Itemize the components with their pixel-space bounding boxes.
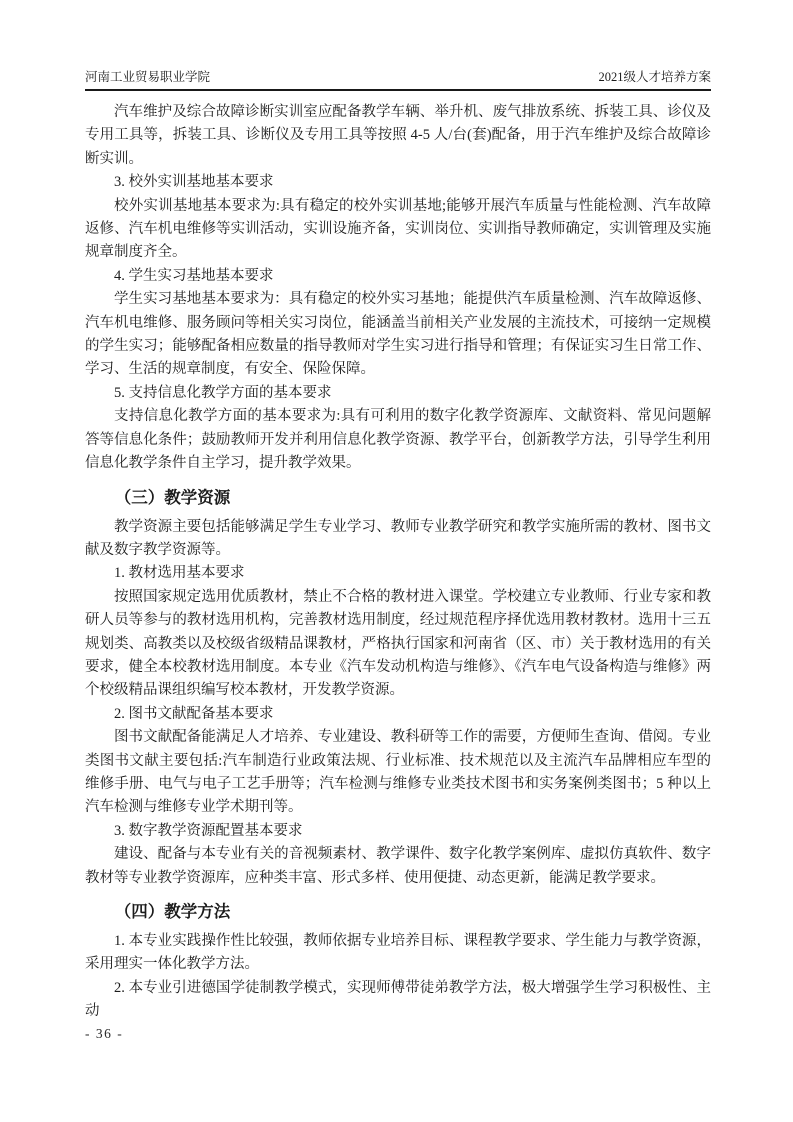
paragraph-teaching-method-2: 2. 本专业引进德国学徒制教学模式，实现师傅带徒弟教学方法，极大增强学生学习积极性、主动 bbox=[85, 979, 711, 1020]
document-body bbox=[85, 101, 711, 1024]
paragraph-library-literature: 图书文献配备能满足人才培养、专业建设、教科研等工作的需要，方便师生查询、借阅。专业类图书文献主要包括:汽车制造行业政策法规、行业标准、技术规范以及主流汽车品牌相应车型的维修手册、电气与电子工艺手册等；汽车检测与维修专业类技术图书和实务案例类图书；5 种以上汽车检测与维修专业学术期刊等。 bbox=[85, 729, 711, 816]
header-plan-title: 2021级人才培养方案 bbox=[598, 70, 711, 84]
paragraph-teaching-resources-intro: 教学资源主要包括能够满足学生专业学习、教师专业教学研究和教学实施所需的教材、图书文献及数字教学资源等。 bbox=[85, 518, 711, 558]
paragraph-off-campus-training-base: 校外实训基地基本要求为:具有稳定的校外实训基地;能够开展汽车质量与性能检测、汽车故障返修、汽车机电维修等实训活动，实训设施齐备，实训岗位、实训指导教师确定，实训管理及实施规章制度齐全。 bbox=[85, 197, 711, 261]
paragraph-student-internship-base: 学生实习基地基本要求为：具有稳定的校外实习基地；能提供汽车质量检测、汽车故障返修、汽车机电维修、服务顾问等相关实习岗位，能涵盖当前相关产业发展的主流技术，可接纳一定规模的学生实习；能够配备相应数量的指导教师对学生实习进行指导和管理；有保证实习生日常工作、学习、生活的规章制度，有安全、保险保障。 bbox=[85, 291, 711, 378]
numbered-item-library-literature: 2. 图书文献配备基本要求 bbox=[114, 705, 274, 722]
page-number: - 36 - bbox=[85, 1026, 124, 1041]
numbered-item-student-internship-base: 4. 学生实习基地基本要求 bbox=[114, 267, 274, 284]
numbered-item-informatization-teaching: 5. 支持信息化教学方面的基本要求 bbox=[114, 384, 332, 401]
paragraph-digital-resources: 建设、配备与本专业有关的音视频素材、教学课件、数字化教学案例库、虚拟仿真软件、数字教材等专业教学资源库，应种类丰富、形式多样、使用便捷、动态更新，能满足教学要求。 bbox=[85, 846, 711, 886]
section-heading-teaching-methods: （四）教学方法 bbox=[114, 902, 231, 921]
paragraph-training-room-equipment: 汽车维护及综合故障诊断实训室应配备教学车辆、举升机、废气排放系统、拆装工具、诊仪及专用工具等，拆装工具、诊断仪及专用工具等按照 4-5 人/台(套)配备，用于汽车维护及综合故障诊断实训。 bbox=[85, 104, 711, 167]
numbered-item-textbook-selection: 1. 教材选用基本要求 bbox=[114, 565, 245, 582]
header-school-name: 河南工业贸易职业学院 bbox=[85, 70, 211, 84]
page-header bbox=[85, 69, 711, 91]
section-heading-teaching-resources: （三）教学资源 bbox=[114, 487, 231, 507]
numbered-item-off-campus-training-base: 3. 校外实训基地基本要求 bbox=[114, 174, 274, 191]
paragraph-textbook-selection: 按照国家规定选用优质教材，禁止不合格的教材进入课堂。学校建立专业教师、行业专家和教研人员等参与的教材选用机构，完善教材选用制度，经过规范程序择优选用教材教材。选用十三五规划类、高教类以及校级省级精品课教材，严格执行国家和河南省（区、市）关于教材选用的有关要求，健全本校教材选用制度。本专业《汽车发动机构造与维修》、《汽车电气设备构造与维修》两个校级精品课组织编写校本教材，开发教学资源。 bbox=[85, 588, 711, 699]
numbered-item-digital-resources: 3. 数字教学资源配置基本要求 bbox=[114, 822, 303, 839]
paragraph-teaching-method-1: 1. 本专业实践操作性比较强，教师依据专业培养目标、课程教学要求、学生能力与教学资源，采用理实一体化教学方法。 bbox=[85, 933, 711, 973]
paragraph-informatization-teaching: 支持信息化教学方面的基本要求为:具有可利用的数字化教学资源库、文献资料、常见问题解答等信息化条件；鼓励教师开发并利用信息化教学资源、教学平台，创新教学方法，引导学生利用信息化教学条件自主学习，提升教学效果。 bbox=[85, 408, 711, 472]
